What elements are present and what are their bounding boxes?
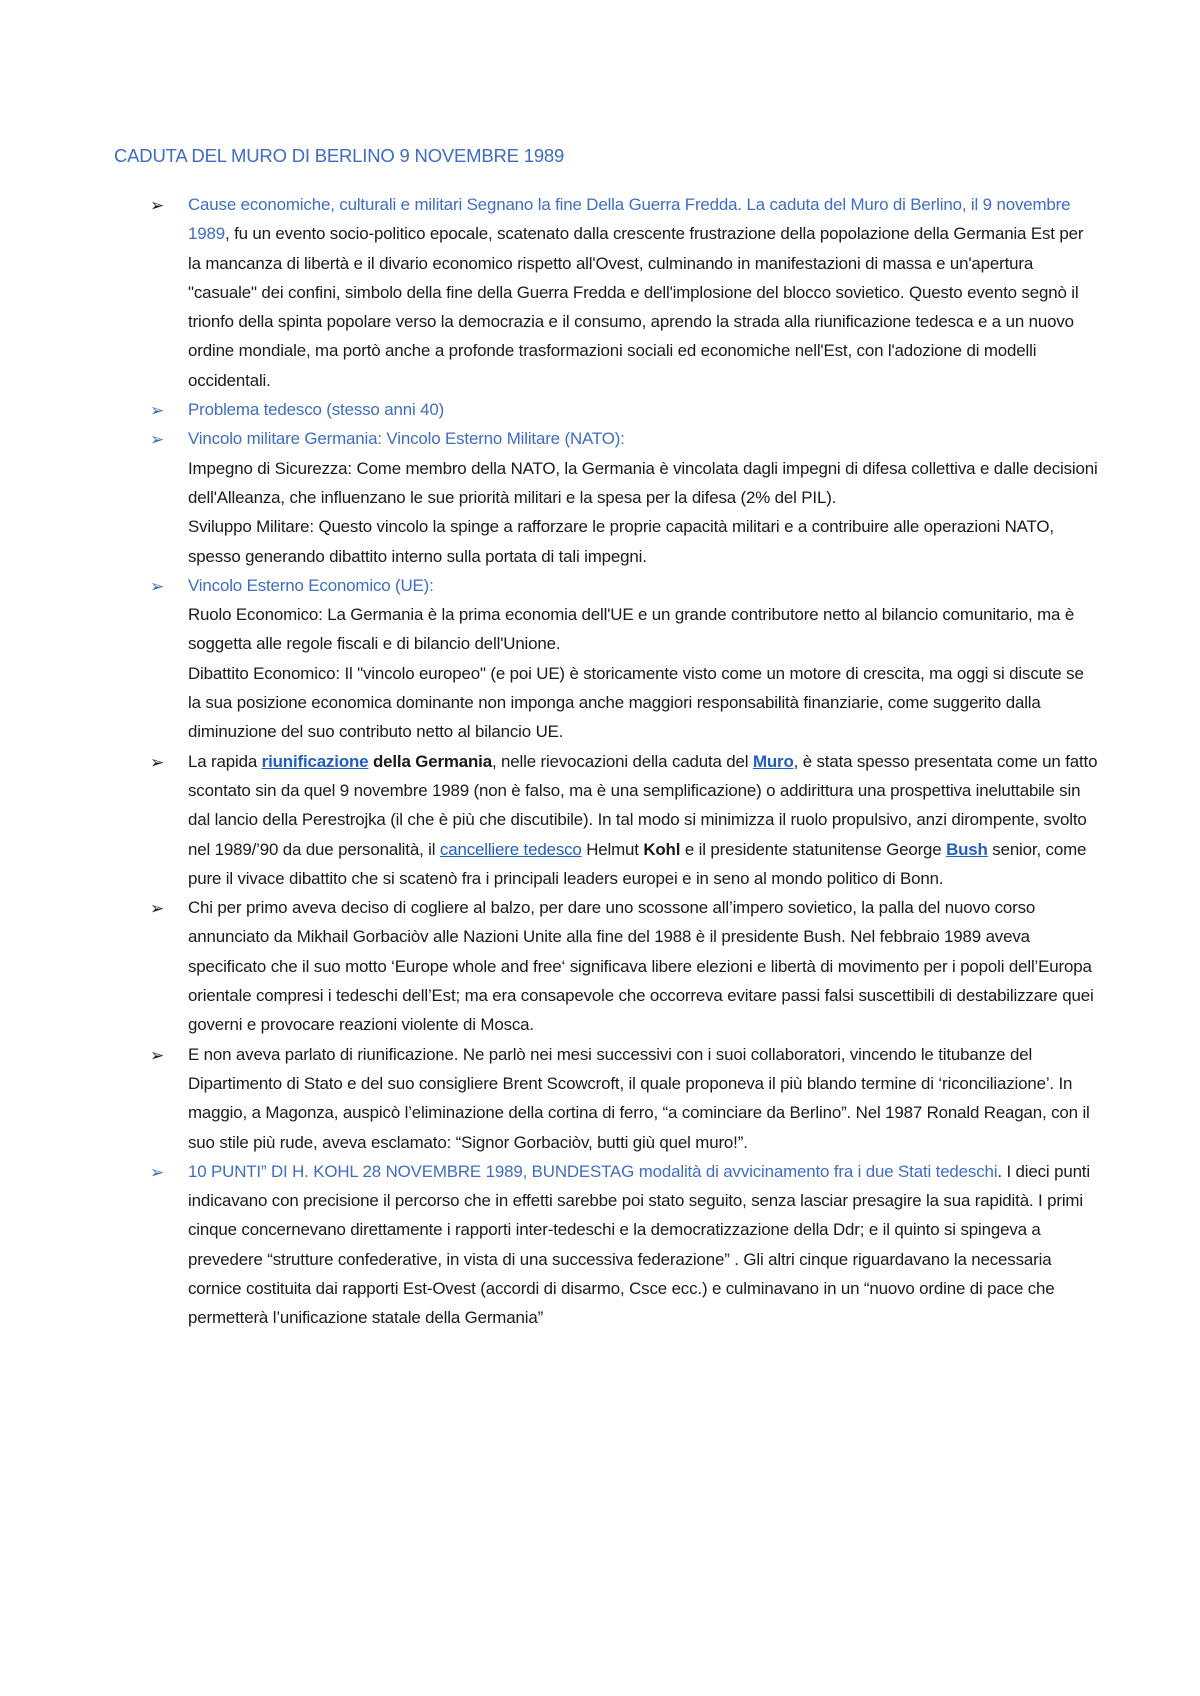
item-text: , è stata spesso presentata come un fatto scontato sin da quel 9 novembre 1989 (non è falso, ma è una semplificazione) o addirittura una prospettiva ineluttabile sin dal lancio della Perestrojka (il che è più che discutibile). In tal modo si minimizza il ruolo propulsivo, anzi dirompente, svolto nel 1989/’90 da due personalità, il [188,751,1098,859]
arrow-bullet-icon: ➢ [150,1162,165,1182]
list-item [150,190,1100,395]
item-paragraph: Ruolo Economico: La Germania è la prima economia dell'UE e un grande contributore netto al bilancio comunitario, ma è soggetta alle regole fiscali e di bilancio dell'Unione. [188,605,1075,654]
item-lead: Vincolo militare Germania: Vincolo Esterno Militare (NATO): [188,429,625,449]
muro-link[interactable]: Muro [752,751,794,771]
item-text: , fu un evento socio-politico epocale, scatenato dalla crescente frustrazione della popolazione della Germania Est per la mancanza di libertà e il divario economico rispetto all'Ovest, culminando in manifestazioni di massa e un'apertura "casuale" dei confini, simbolo della fine della Guerra Fredda e dell'implosione del blocco sovietico. Questo evento segnò il trionfo della spinta popolare verso la democrazia e il consumo, aprendo la strada alla riunificazione tedesca e a un nuovo ordine mondiale, ma portò anche a profonde trasformazioni sociali ed economiche nell'Est, con l'adozione di modelli occidentali. [188,224,1084,390]
item-paragraph: Dibattito Economico: Il "vincolo europeo" (e poi UE) è storicamente visto come un motore di crescita, ma oggi si discute se la sua posizione economica dominante non imponga anche maggiori responsabilità finanziarie, come suggerito dalla diminuzione del suo contributo netto al bilancio UE. [188,663,1084,742]
arrow-bullet-icon: ➢ [150,752,165,772]
list-item [150,1040,1100,1157]
arrow-bullet-icon: ➢ [150,1045,165,1065]
list-item [150,395,1100,424]
item-text: E non aveva parlato di riunificazione. Ne parlò nei mesi successivi con i suoi collaboratori, vincendo le titubanze del Dipartimento di Stato e del suo consigliere Brent Scowcroft, il quale proponeva il più blando termine di ‘riconciliazione’. In maggio, a Magonza, auspicò l’eliminazione della cortina di ferro, “a cominciare da Berlino”. Nel 1987 Ronald Reagan, con il suo stile più rude, aveva esclamato: “Signor Gorbaciòv, butti giù quel muro!”. [188,1044,1090,1152]
item-lead: Problema tedesco (stesso anni 40) [188,400,445,420]
arrow-bullet-icon: ➢ [150,430,165,450]
list-item [150,424,1100,570]
item-text: senior, come pure il vivace dibattito che si scatenò fra i principali leaders europei e in seno al mondo politico di Bonn. [188,839,1087,888]
item-text-bold: Kohl [643,839,681,859]
bush-link[interactable]: Bush [946,839,988,859]
item-text: , nelle rievocazioni della caduta del [491,751,753,771]
bullet-list [150,190,1100,1333]
item-paragraph: Sviluppo Militare: Questo vincolo la spinge a rafforzare le proprie capacità militari e a contribuire alle operazioni NATO, spesso generando dibattito interno sulla portata di tali impegni. [188,517,1054,566]
cancelliere-tedesco-link[interactable]: cancelliere tedesco [439,839,582,859]
item-text: . I dieci punti indicavano con precisione il percorso che in effetti sarebbe poi stato seguito, senza lasciar presagire la sua rapidità. I primi cinque concernevano direttamente i rapporti inter-tedeschi e la democratizzazione della Ddr; e il quinto si spingeva a prevedere “strutture confederative, in vista di una successiva federazione” . Gli altri cinque riguardavano la necessaria cornice costituita dai rapporti Est-Ovest (accordi di disarmo, Csce ecc.) e culminavano in un “nuovo ordine di pace che permetterà l’unificazione statale della Germania” [188,1161,1090,1328]
item-paragraph: Impegno di Sicurezza: Come membro della NATO, la Germania è vincolata dagli impegni di difesa collettiva e dalle decisioni dell'Alleanza, che influenzano le sue priorità militari e la spesa per la difesa (2% del PIL). [188,458,1098,507]
item-text-bold: della Germania [368,751,492,771]
arrow-bullet-icon: ➢ [150,899,165,919]
list-item [150,1157,1100,1333]
riunificazione-link[interactable]: riunificazione [261,751,369,771]
list-item [150,747,1100,893]
list-item [150,571,1100,747]
item-lead: Cause economiche, culturali e militari Segnano la fine Della Guerra Fredda. La caduta del Muro di Berlino, il 9 novembre 1989 [188,195,1071,244]
item-text: e il presidente statunitense George [680,839,947,859]
item-text: La rapida [188,751,262,771]
arrow-bullet-icon: ➢ [150,401,165,421]
item-lead: Vincolo Esterno Economico (UE): [188,575,434,595]
list-item [150,893,1100,1039]
arrow-bullet-icon: ➢ [150,576,165,596]
document-title: CADUTA DEL MURO DI BERLINO 9 NOVEMBRE 1989 [114,145,565,166]
item-text: Chi per primo aveva deciso di cogliere al balzo, per dare uno scossone all’impero sovietico, la palla del nuovo corso annunciato da Mikhail Gorbaciòv alle Nazioni Unite alla fine del 1988 è il presidente Bush. Nel febbraio 1989 aveva specificato che il suo motto ‘Europe whole and free‘ significava libere elezioni e libertà di movimento per i popoli dell’Europa orientale compresi i tedeschi dell’Est; ma era consapevole che occorreva evitare passi falsi suscettibili di destabilizzare quei governi e provocare reazioni violente di Mosca. [188,898,1094,1035]
item-text: Helmut [581,839,644,859]
item-lead: 10 PUNTI” DI H. KOHL 28 NOVEMBRE 1989, BUNDESTAG modalità di avvicinamento fra i due Stati tedeschi [188,1161,998,1181]
arrow-bullet-icon: ➢ [150,196,165,215]
